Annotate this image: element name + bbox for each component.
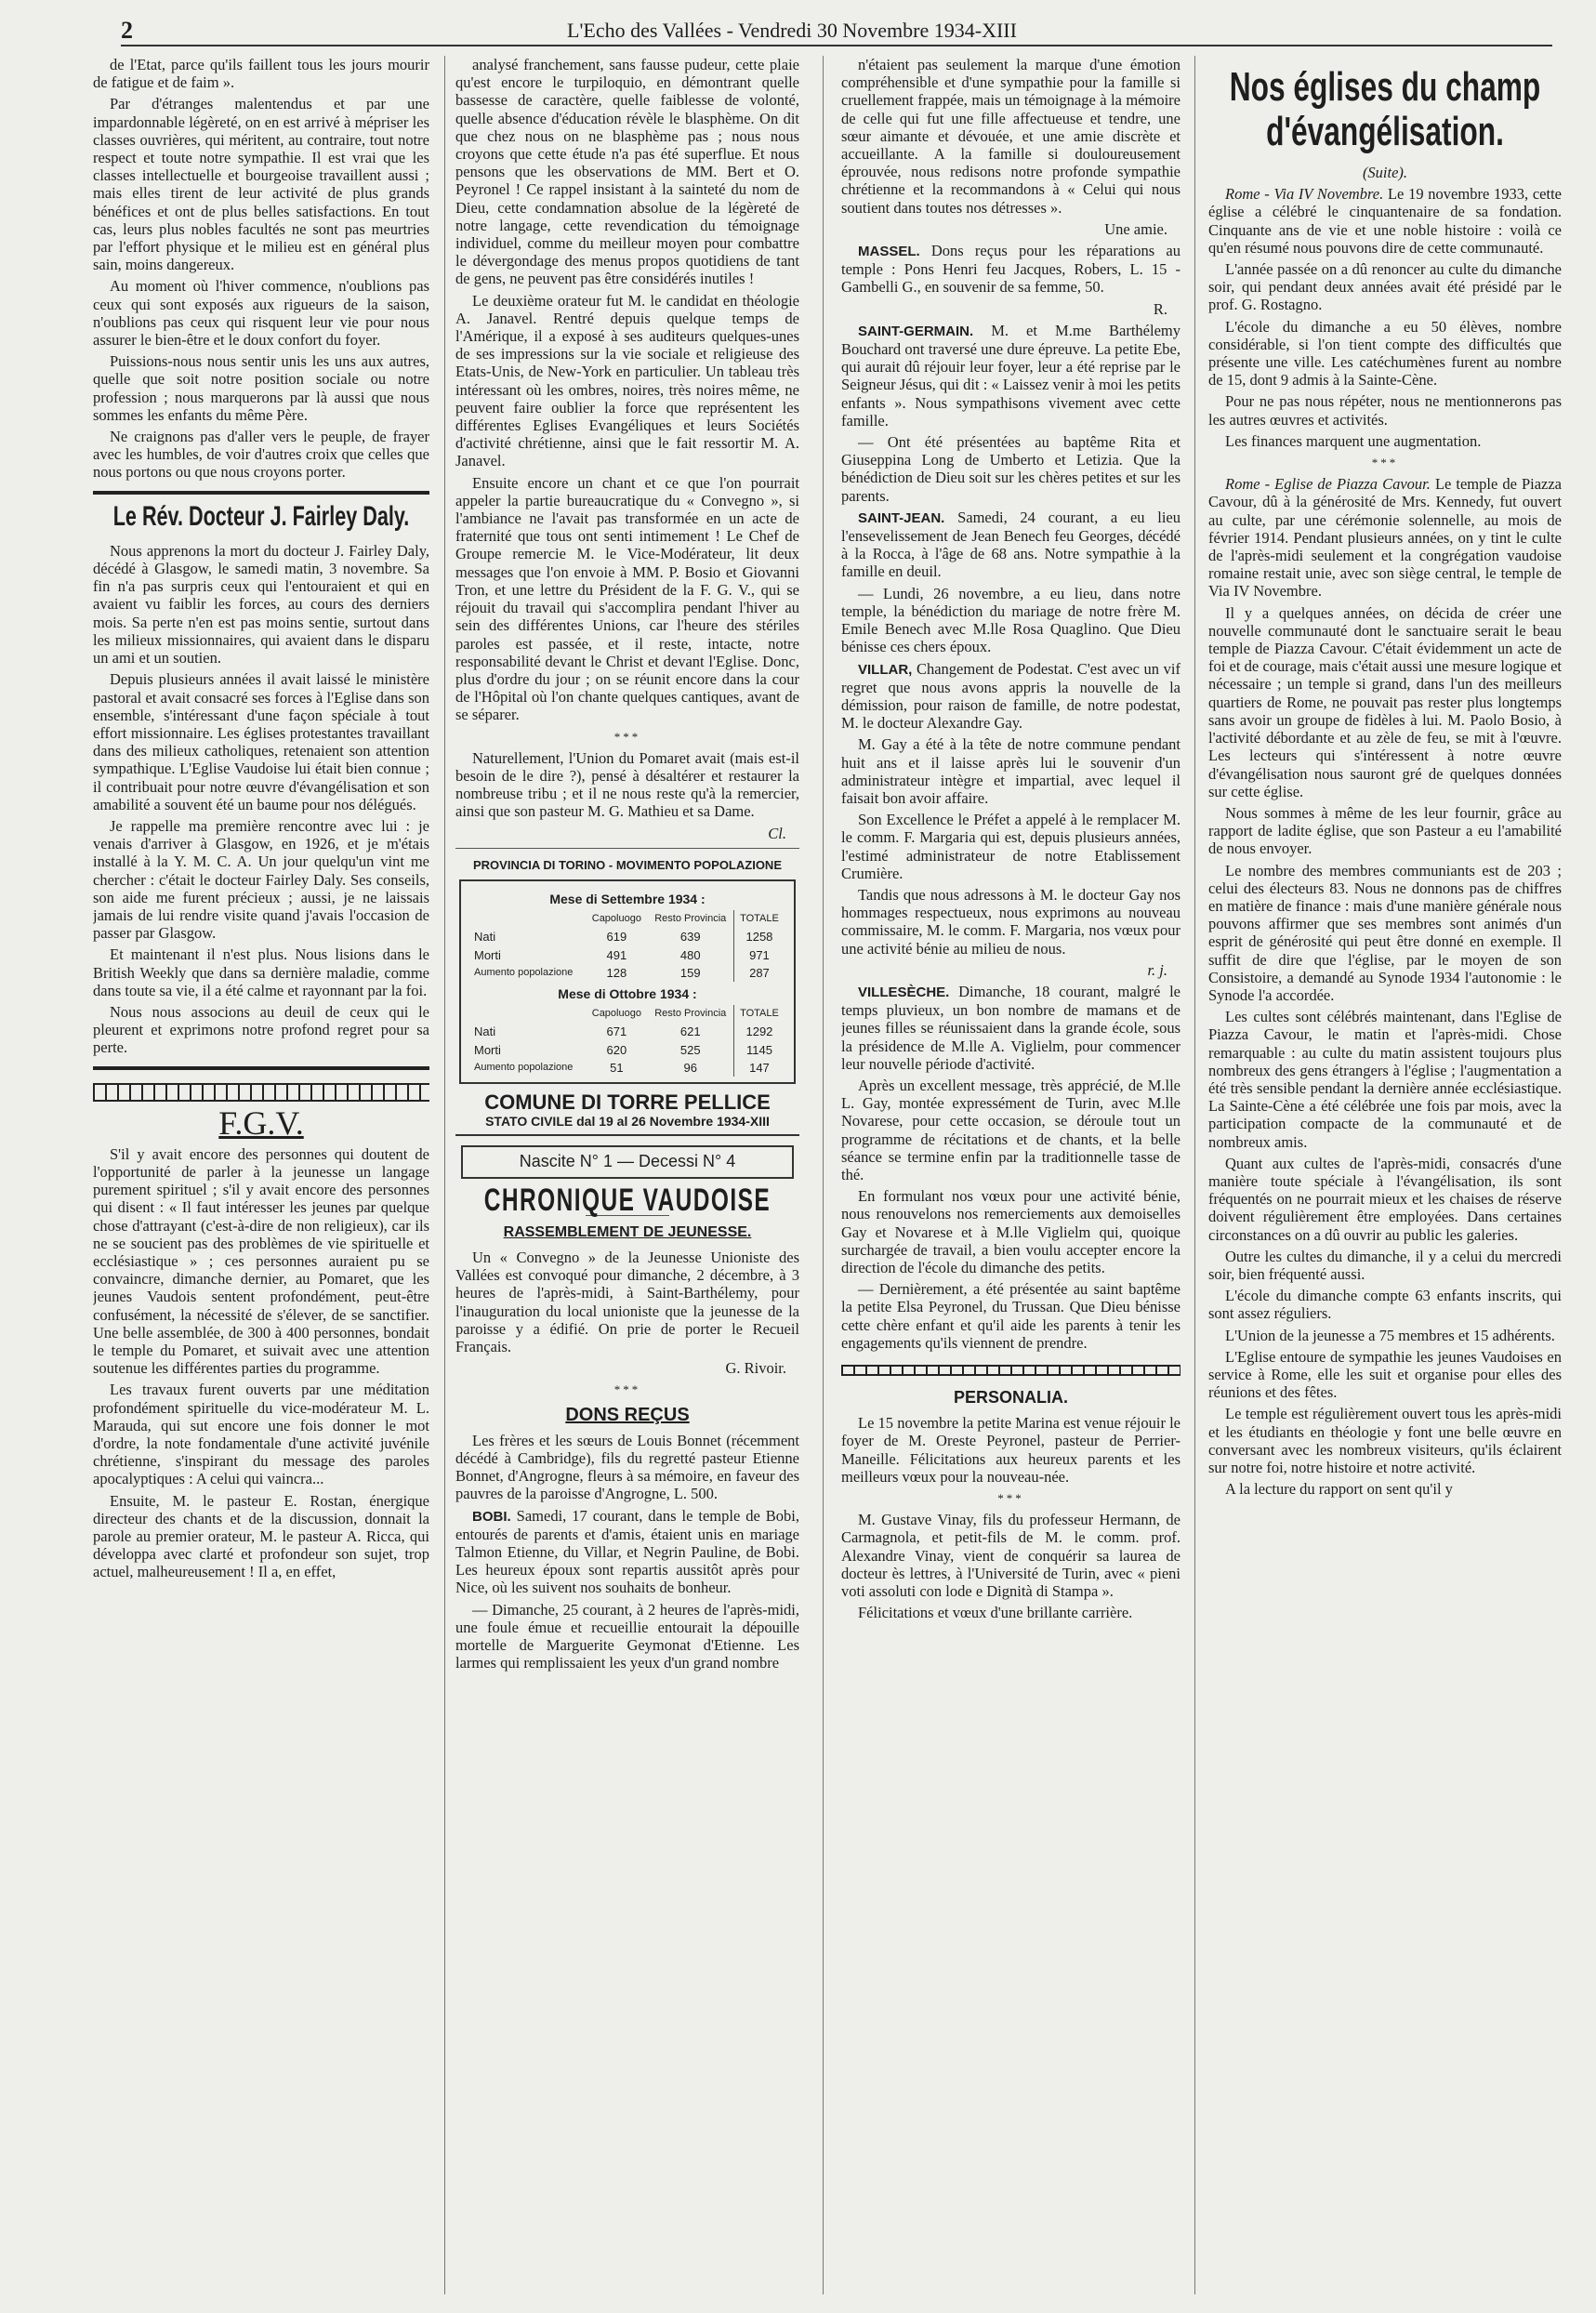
paragraph: S'il y avait encore des personnes qui doutent de l'opportunité de parler à la jeunesse un langage purement spirituel ; s'il y avait encore des personnes qui disent : « Il faut intéresser les jeunes par quelque chose d'attrayant (c'est-à-dire de non religieux), car ils ne se soucient pas des problèmes de vie spirituelle et ecclésiastique » ; ces personnes auraient pu se convaincre, dimanche dernier, au Pomaret, que les jeunes Vaudois sentent profondément, peut-être confusément, la nécessité de s'élever, de se sanctifier. Une belle assemblée, de 300 à 400 personnes, bondait le temple du Pomaret, et suivait avec une attention soutenue les différentes parties du programme. xyxy=(93,1144,429,1378)
locality: BOBI. xyxy=(472,1508,511,1525)
col-header: Capoluogo xyxy=(591,1008,641,1020)
paragraph: Quant aux cultes de l'après-midi, consacrés d'une manière toute spéciale à l'évangélisation, ils sont fréquentés on ne pourrait mieux et les chaises de réserve doivent régulièrement être employées. Dans certaines circonstances on a dû ouvrir au public les galeries. xyxy=(1208,1154,1562,1244)
locality: VILLESÈCHE. xyxy=(858,984,950,1000)
paragraph: Le temple est régulièrement ouvert tous les après-midi et les étudiants en théologie y font une belle œuvre en conversant avec les nombreux visiteurs, qu'ils éclairent sur notre foi, notre histoire et notre activité. xyxy=(1208,1405,1562,1477)
signature: Cl. xyxy=(768,824,786,842)
signature: Une amie. xyxy=(1104,219,1167,238)
locality: SAINT-GERMAIN. xyxy=(858,323,974,339)
paragraph: Et maintenant il n'est plus. Nous lisions dans le British Weekly que dans sa dernière maladie, comme dans toute sa vie, il a été calme et rayonnant par la foi. xyxy=(93,945,429,999)
paragraph: Les travaux furent ouverts par une méditation profondément spirituelle du vice-modérateur M. L. Marauda, qui sut encore une fois donner le mot d'ordre, la note fondamentale d'une activité juvénile chrétienne, s'inspirant du message des paroles apocalyptiques : A celui qui vaincra... xyxy=(93,1381,429,1488)
table-row: Nati 619 639 1258 xyxy=(470,928,785,945)
col-header: Resto Provincia xyxy=(654,913,727,925)
locality: VILLAR, xyxy=(858,661,913,678)
separator-stars: *** xyxy=(997,1491,1024,1506)
suite-label: (Suite). xyxy=(1362,164,1408,181)
paragraph: Rome - Eglise de Piazza Cavour. Le temple de Piazza Cavour, dû à la générosité de Mrs. Kennedy, fut ouvert au culte, par une cérémonie solennelle, au mois de février 1914. Pendant plusieurs années, on y tint le culte de l'après-midi seulement et la congrégation vaudoise romaine restait unie, avec son siège central, le temple de Via IV Novembre. xyxy=(1208,475,1562,601)
column-1 xyxy=(93,56,429,2294)
paragraph: Naturellement, l'Union du Pomaret avait (mais est-il besoin de le dire ?), pensé à désaltérer et restaurer la nombreuse tribu ; et il ne nous reste qu'à la remercier, ainsi que son pasteur M. G. Mathieu et sa Dame. xyxy=(455,748,799,821)
decorative-border xyxy=(93,1083,429,1102)
paragraph: Les cultes sont célébrés maintenant, dans l'Eglise de Piazza Cavour, le matin et l'après-midi. Chose remarquable : au culte du matin assistent toujours plus nombreux des gens étrangers à l'église ; l'augmentation a été très sensible pendant la dernière année ecclésiastique. La Sainte-Cène a été célébrée une fois par mois, avec la participation compacte de la communauté et de nombreux amis. xyxy=(1208,1008,1562,1151)
paragraph: Le nombre des membres communiants est de 203 ; celui des électeurs 83. Nous ne donnons pas de chiffres en matière de finance : mais d'une manière générale nous pouvons affirmer que ses membres sont animés d'un esprit de générosité qui peut être donné en exemple. Il suffit de dire que l'église, par le moyen de son Consistoire, a demandé au Synode 1934 l'autonomie : le Synode l'a accordée. xyxy=(1208,861,1562,1004)
masthead: L'Echo des Vallées - Vendredi 30 Novembre 1934-XIII xyxy=(567,19,1017,42)
separator-stars: *** xyxy=(613,729,641,744)
subtitle-personalia: PERSONALIA. xyxy=(953,1388,1068,1408)
locality: Rome - Eglise de Piazza Cavour. xyxy=(1225,475,1431,494)
paragraph: M. Gustave Vinay, fils du professeur Hermann, de Carmagnola, et petit-fils de M. le comm. prof. Alexandre Vinay, vient de conquérir sa laurea de docteur ès lettres, à l'Université de Turin, avec « pieni voti assoluti con lode e Dignità di Stampa ». xyxy=(841,1511,1181,1601)
paragraph: — Dimanche, 25 courant, à 2 heures de l'après-midi, une foule émue et recueillie entourait la dépouille mortelle de Marguerite Geymonat d'Etienne. Les larmes qui remplissaient les yeux d'un grand nombre xyxy=(455,1600,799,1672)
paragraph: BOBI. Samedi, 17 courant, dans le temple de Bobi, entourés de parents et d'amis, étaient unis en mariage Talmon Etienne, du Villar, et Negrin Pauline, de Bobi. Les heureux époux sont repartis aussitôt après pour Nice, où les suivent nos souhaits de bonheur. xyxy=(455,1506,799,1597)
paragraph: — Lundi, 26 novembre, a eu lieu, dans notre temple, la bénédiction du mariage de notre frère M. Emile Benech avec M.lle Rosa Quaglino. Que Dieu bénisse ces chers époux. xyxy=(841,584,1181,656)
paragraph: Nous sommes à même de les leur fournir, grâce au rapport de ladite église, que son Pasteur a eu l'amabilité de nous envoyer. xyxy=(1208,803,1562,858)
col-header: Resto Provincia xyxy=(654,1008,727,1020)
col-header: TOTALE xyxy=(733,1005,785,1023)
column-divider xyxy=(444,56,445,2294)
column-divider xyxy=(1194,56,1195,2294)
decorative-border xyxy=(841,1365,1181,1376)
paragraph: L'année passée on a dû renoncer au culte du dimanche soir, qui pendant deux années avait été présidé par le prof. G. Rostagno. xyxy=(1208,260,1562,314)
paragraph: Après un excellent message, très apprécié, de M.lle L. Gay, montée expressément de Turin, avec M.lle Novarese, pour cette occasion, se déroule tout un programme de récitations et de chants, et la belle séance se termine enfin par la traditionnelle tasse de thé. xyxy=(841,1076,1181,1183)
paragraph: Les finances marquent une augmentation. xyxy=(1225,431,1482,450)
article-title-fgv: F.G.V. xyxy=(218,1104,304,1142)
paragraph: de l'Etat, parce qu'ils faillent tous les jours mourir de fatigue et de faim ». xyxy=(93,56,429,92)
section-rule xyxy=(93,1066,429,1070)
paragraph: Nous nous associons au deuil de ceux qui le pleurent et exprimons notre profond regret pour sa perte. xyxy=(93,1002,429,1057)
paragraph: Les frères et les sœurs de Louis Bonnet (récemment décédé à Cambridge), fils du regretté pasteur Etienne Bonnet, d'Angrogne, fleurs à sa mémoire, en faveur des pauvres de la paroisse d'Angrogne, L. 500. xyxy=(455,1431,799,1503)
column-4 xyxy=(1208,56,1562,2294)
col-header: TOTALE xyxy=(733,910,785,928)
paragraph: Ensuite encore un chant et ce que l'on pourrait appeler la partie bureaucratique du « Convegno », si l'ambiance ne l'avait pas transformée en un acte de fraternité que tous ont senti intimement ! Le Chef de Groupe remercie M. le Vice-Modérateur, lit deux messages que l'on envoie à MM. P. Bosio et Giovanni Tron, et une lettre du Président de la F. G. V., qui se réjouit du travail qui s'accomplira pendant l'hiver au sein des différentes Unions, car l'heure des stériles paroles est passée, et il reste, intacte, notre responsabilité devant le Christ et devant l'Eglise. Donc, plus d'ordre du jour ; on se réunit encore dans la cour de l'Hôpital où l'on chante quelques cantiques, avant de se séparer. xyxy=(455,473,799,724)
separator-stars: *** xyxy=(613,1382,641,1397)
paragraph: M. Gay a été à la tête de notre commune pendant huit ans et il laisse après lui le souvenir d'un administrateur intègre et impartial, avec lequel il faisait bon avoir affaire. xyxy=(841,735,1181,807)
month-heading: Mese di Ottobre 1934 : xyxy=(558,985,697,1001)
table-row: Aumento popolazione 128 159 287 xyxy=(470,964,785,982)
locality: Rome - Via IV Novembre. xyxy=(1225,185,1384,204)
paragraph: Le deuxième orateur fut M. le candidat en théologie A. Janavel. Rentré depuis quelque temps de l'Amérique, il a exposé à ses auditeurs quelques-unes de ses impressions sur la vie sociale et religieuse des Etats-Unis, de New-York en particulier. Un tableau très intéressant où les ombres, noires, très noires même, ne peuvent faire oublier la force que représentent les différentes Eglises Evangéliques et leurs Sociétés d'activité chrétienne, ainsi que le fait ressortir M. A. Janavel. xyxy=(455,291,799,470)
subtitle-dons: DONS REÇUS xyxy=(565,1404,690,1425)
locality: SAINT-JEAN. xyxy=(858,509,945,526)
paragraph: Par d'étranges malentendus et par une impardonnable légèreté, on en est arrivé à mépriser les classes ouvrières, qui méritent, au contraire, tout notre respect et toute notre sympathie. Il est vrai que les classes intellectuelle et bourgeoise travaillent aussi ; mais elles tirent de leur activité de plus grands bénéfices et ont de plus belles satisfactions. En tout cas, leurs plus nobles facultés ne sont pas meurtries par l'effort physique et le milieu est en général plus sain, moins dangereux. xyxy=(93,95,429,274)
rule xyxy=(455,848,799,849)
paragraph: Il y a quelques années, on décida de créer une nouvelle communauté dont le sanctuaire serait le beau temple de Piazza Cavour. C'était évidemment un acte de foi et de courage, mais c'était aussi une mesure logique et nécessaire ; un temple si grand, dans l'un des meilleurs quartiers de Rome, ne pouvait pas rester plus longtemps sans avoir un groupe de fidèles à lui. M. Paolo Bosio, à l'activité débordante et au zèle de feu, se mit à l'œuvre. Les lecteurs qui s'intéressent à notre œuvre d'évangélisation nous sauront gré de quelques données sur cette église. xyxy=(1208,603,1562,800)
paragraph: L'école du dimanche a eu 50 élèves, nombre considérable, si l'on tient compte des difficultés que présente une ville. Les catéchumènes furent au nombre de 15, dont 9 admis à la Sainte-Cène. xyxy=(1208,317,1562,390)
paragraph: — Ont été présentées au baptême Rita et Giuseppina Long de Umberto et Letizia. Que la bénédiction de Dieu soit sur les chères petites et sur les parents. xyxy=(841,433,1181,505)
paragraph: n'étaient pas seulement la marque d'une émotion compréhensible et d'une sympathie pour la famille si cruellement frappée, mais un témoignage à la mémoire de celle qui fut une fille affectueuse et tendre, une sœur aimante et dévouée, et une amie discrète et accueillante. A la famille si douloureusement éprouvée, nous redisons notre profonde sympathie chrétienne et la recommandons à « Celui qui nous soutient dans toutes nos détresses ». xyxy=(841,56,1181,217)
column-2 xyxy=(455,56,799,2294)
paragraph: SAINT-GERMAIN. M. et M.me Barthélemy Bouchard ont traversé une dure épreuve. La petite Ebe, qui aurait dû réjouir leur foyer, leur a été reprise par le Seigneur Jésus, qui dit : « Laissez venir à moi les petits enfants ». Nous sympathisons vivement avec cette famille. xyxy=(841,321,1181,430)
signature: G. Rivoir. xyxy=(725,1359,786,1378)
paragraph: Ensuite, M. le pasteur E. Rostan, énergique directeur des chants et de la discussion, donnait la parole au premier orateur, M. le pasteur A. Ricca, qui développa avec clarté et profondeur son sujet, trop actuel, malheureusement ! Il a, en effet, xyxy=(93,1491,429,1581)
paragraph: Rome - Via IV Novembre. Le 19 novembre 1933, cette église a célébré le cinquantenaire de sa fondation. Cinquante ans de vie et une noble histoire : voilà ce qu'en résumé nous pouvons dire de cette communauté. xyxy=(1208,185,1562,257)
table-row: Morti 491 480 971 xyxy=(470,946,785,964)
section-rule xyxy=(93,491,429,495)
table-row: Aumento popolazione 51 96 147 xyxy=(470,1059,785,1077)
paragraph: Le 15 novembre la petite Marina est venue réjouir le foyer de M. Oreste Peyronel, pasteur de Perrier-Maneille. Félicitations aux heureux parents et les meilleurs vœux pour la nouveau-née. xyxy=(841,1414,1181,1486)
paragraph: L'Union de la jeunesse a 75 membres et 15 adhérents. xyxy=(1225,1326,1555,1344)
paragraph: Puissions-nous nous sentir unis les uns aux autres, quelle que soit notre position sociale ou notre profession ; nous marquerons par là aussi que nous sommes les enfants du même Père. xyxy=(93,352,429,424)
population-title: PROVINCIA DI TORINO - MOVIMENTO POPOLAZIONE xyxy=(472,857,782,872)
table-row: Nati 671 621 1292 xyxy=(470,1023,785,1040)
stato-civile: STATO CIVILE dal 19 al 26 Novembre 1934-XIII xyxy=(455,1113,799,1136)
page-header xyxy=(121,11,1552,46)
section-title-chronique: CHRONIQUE VAUDOISE xyxy=(483,1182,772,1218)
comune-title: COMUNE DI TORRE PELLICE xyxy=(484,1090,771,1114)
paragraph: L'école du dimanche compte 63 enfants inscrits, qui sont assez réguliers. xyxy=(1208,1287,1562,1323)
paragraph: Au moment où l'hiver commence, n'oublions pas ceux qui sont exposés aux rigueurs de la saison, n'oublions pas ceux qui risquent leur vie pour nous assurer le bien-être et le doux confort du foyer. xyxy=(93,277,429,350)
table-row: Morti 620 525 1145 xyxy=(470,1041,785,1059)
paragraph: Depuis plusieurs années il avait laissé le ministère pastoral et avait consacré ses forces à l'Eglise dans son ensemble, s'intéressant d'une façon spéciale à tout effort missionnaire. Les églises protestantes travaillant dans des milieux catholiques, retenaient son attention sympathique. L'Eglise Vaudoise lui était bien connue ; il contribuait pour notre œuvre d'évangélisation et son amabilité a souvent été un baume pour nos délégués. xyxy=(93,670,429,813)
paragraph: Pour ne pas nous répéter, nous ne mentionnerons pas les autres œuvres et activités. xyxy=(1208,392,1562,429)
paragraph: analysé franchement, sans fausse pudeur, cette plaie qu'est encore le turpiloquio, en démontrant quelle bassesse de caractère, quelle faiblesse de volonté, quelle absence d'éducation révèle le blasphème. On dit que chez nous on ne blasphème pas ; nous nous croyons que cette étude n'a pas été superflue. Et nous pensons que les observations de MM. Bert et O. Peyronel ! Ce rappel insistant à la sainteté du nom de Dieu, cette condamnation absolue de la légèreté de notre langage, cette revendication du témoignage individuel, comme du meilleur moyen pour combattre le dévergondage des menus propos quotidiens de tant de gens, ne peuvent pas être considérés inutiles ! xyxy=(455,56,799,288)
signature: r. j. xyxy=(1147,960,1167,979)
paragraph: Je rappelle ma première rencontre avec lui : je venais d'arriver à Glasgow, en 1926, et je m'étais installé à la Y. M. C. A. Un jour quelqu'un vint me chercher : c'était le docteur Fairley Daly. Ses conseils, son aide me furent précieux ; aussi, je ne laissais jamais de lui rendre visite quand j'avais l'occasion de passer par Glasgow. xyxy=(93,816,429,943)
population-table xyxy=(459,879,796,1084)
column-divider xyxy=(823,56,824,2294)
paragraph: Outre les cultes du dimanche, il y a celui du mercredi soir, bien fréquenté aussi. xyxy=(1208,1247,1562,1283)
october-table xyxy=(470,1005,785,1077)
paragraph: Félicitations et vœux d'une brillante carrière. xyxy=(858,1604,1133,1622)
paragraph: Son Excellence le Préfet a appelé à le remplacer M. le comm. F. Margaria qui est, depuis plusieurs années, l'estimé administrateur de notre Etablissement Crumière. xyxy=(841,811,1181,882)
paragraph: Nous apprenons la mort du docteur J. Fairley Daly, décédé à Glasgow, le samedi matin, 3 novembre. Sa fin n'a pas surpris ceux qui l'entouraient et qui en avaient vu faiblir les forces, au cours des derniers mois. Sa perte n'en est pas moins sentie, surtout dans les milieux missionnaires, qui avaient dans le disparu un ami et un soutien. xyxy=(93,541,429,667)
paragraph: VILLESÈCHE. Dimanche, 18 courant, malgré le temps pluvieux, un bon nombre de mamans et de jeunes filles se réunissaient dans la grande école, sous la présidence de M.lle A. Viglielm, pour commencer leur nouvelle période d'activité. xyxy=(841,982,1181,1073)
subtitle-rassemblement: RASSEMBLEMENT DE JEUNESSE. xyxy=(503,1223,752,1240)
col-header: Capoluogo xyxy=(591,913,641,925)
signature: R. xyxy=(1153,299,1167,318)
births-deaths-box: Nascite N° 1 — Decessi N° 4 xyxy=(461,1145,794,1178)
column-3 xyxy=(841,56,1181,2294)
locality: MASSEL. xyxy=(858,244,920,260)
paragraph: VILLAR, Changement de Podestat. C'est avec un vif regret que nous avons appris la nouvelle de la démission, pour raison de famille, de notre podestat, M. le docteur Alexandre Gay. xyxy=(841,659,1181,733)
paragraph: A la lecture du rapport on sent qu'il y xyxy=(1225,1480,1453,1499)
september-table xyxy=(470,910,785,982)
paragraph: Tandis que nous adressons à M. le docteur Gay nos hommages respectueux, nous exprimons au nouveau commissaire, M. le comm. F. Margaria, nos vœux pour une activité bénie au milieu de nous. xyxy=(841,885,1181,958)
page-number: 2 xyxy=(121,17,133,44)
paragraph: Un « Convegno » de la Jeunesse Unioniste des Vallées est convoqué pour dimanche, 2 décembre, à 3 heures de l'après-midi, à Saint-Barthélemy, pour l'inauguration du local unioniste que la jeunesse de la paroisse y a édifié. On prie de porter le Recueil Français. xyxy=(455,1248,799,1355)
article-title-daly: Le Rév. Docteur J. Fairley Daly. xyxy=(112,500,410,532)
month-heading: Mese di Settembre 1934 : xyxy=(549,891,706,906)
paragraph: Ne craignons pas d'aller vers le peuple, de frayer avec les humbles, de voir d'autres croix que celles que nous portons ou que nous croyons porter. xyxy=(93,428,429,482)
paragraph: SAINT-JEAN. Samedi, 24 courant, a eu lieu l'ensevelissement de Jean Benech feu Georges, décédé à la Rocca, à l'âge de 68 ans. Notre sympathie à la famille en deuil. xyxy=(841,508,1181,581)
paragraph: MASSEL. Dons reçus pour les réparations au temple : Pons Henri feu Jacques, Robers, L. 15 - Gambelli G., en souvenir de sa femme, 50. xyxy=(841,242,1181,297)
paragraph: L'Eglise entoure de sympathie les jeunes Vaudoises en service à Rome, elle les suit et organise pour elles des réunions et des fêtes. xyxy=(1208,1347,1562,1402)
paragraph: En formulant nos vœux pour une activité bénie, nous renouvelons nos remerciements aux demoiselles Gay et Novarese et à M.lle Viglielm qui, quoique surchargée de travail, a bien voulu accepter encore la direction de l'école du dimanche des petits. xyxy=(841,1187,1181,1276)
separator-stars: *** xyxy=(1371,456,1399,470)
article-title-eglises: Nos églises du champ d'évangélisation. xyxy=(1229,64,1541,154)
paragraph: — Dernièrement, a été présentée au saint baptême la petite Elsa Peyronel, du Trussan. Que Dieu bénisse cette chère enfant et qu'il aide les parents à tenir les engagements qu'ils viennent de prendre. xyxy=(841,1280,1181,1352)
